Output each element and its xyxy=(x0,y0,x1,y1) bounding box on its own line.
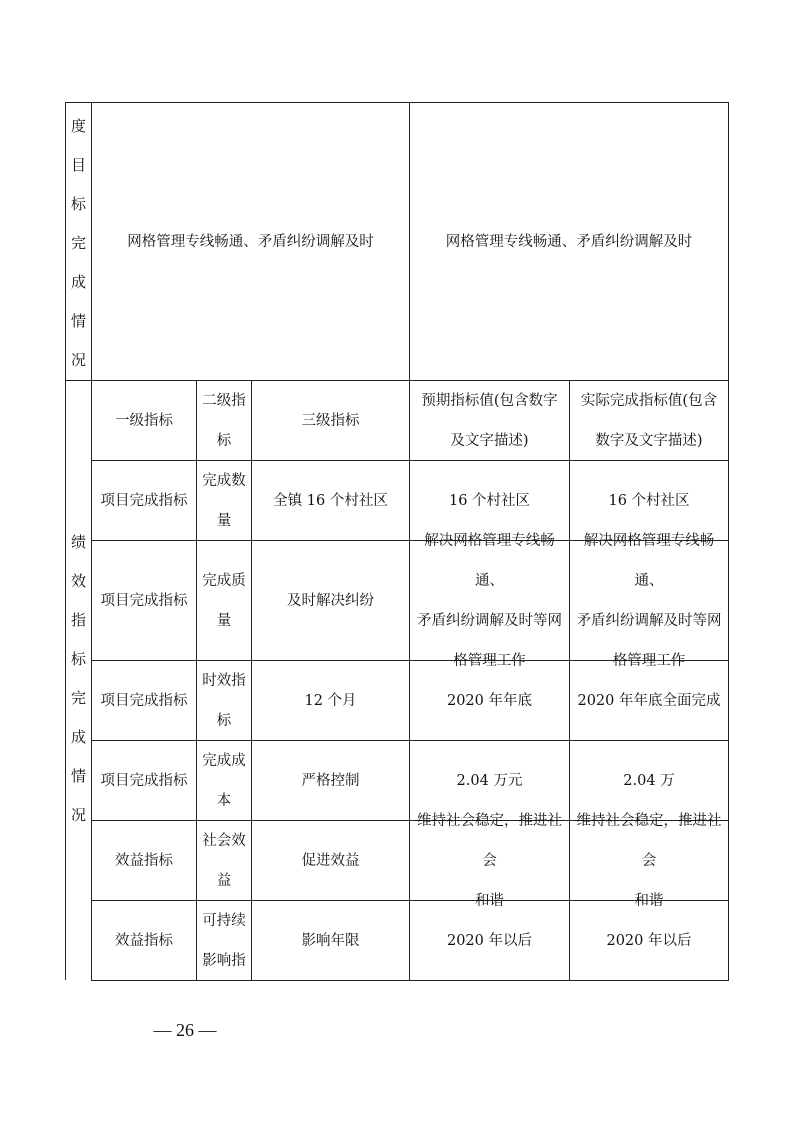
row-1-level2: 完成数 量 xyxy=(202,472,246,529)
row-1-level3: 全镇 16 个村社区 xyxy=(273,492,388,509)
table-rule xyxy=(728,102,729,980)
row-2-level3: 及时解决纠纷 xyxy=(287,592,374,609)
header-level3: 三级指标 xyxy=(301,412,360,429)
row-5-level1: 效益指标 xyxy=(115,852,173,869)
header-expected: 预期指标值(包含数字 及文字描述) xyxy=(421,392,558,449)
row-4-level3: 严格控制 xyxy=(301,772,360,789)
row-2-expected: 解决网格管理专线畅通、 矛盾纠纷调解及时等网 格管理工作 xyxy=(417,532,562,669)
row-6-expected: 2020 年以后 xyxy=(446,932,532,949)
row-3-actual: 2020 年年底全面完成 xyxy=(577,692,721,709)
year-goal-side-label: 度 目 标 完 成 情 况 xyxy=(70,117,86,369)
header-level2: 二级指 标 xyxy=(202,392,246,449)
row-5-expected: 维持社会稳定，推进社会 和谐 xyxy=(417,812,562,909)
row-6-actual: 2020 年以后 xyxy=(606,932,692,949)
row-6-level1: 效益指标 xyxy=(115,932,173,949)
row-4-actual: 2.04 万 xyxy=(623,772,675,789)
table-rule xyxy=(91,980,729,981)
page-number: — 26 — xyxy=(153,1020,217,1040)
row-1-expected: 16 个村社区 xyxy=(448,492,531,509)
header-actual: 实际完成指标值(包含 数字及文字描述) xyxy=(580,392,718,449)
row-3-level2: 时效指 标 xyxy=(202,672,246,729)
row-5-level3: 促进效益 xyxy=(301,852,360,869)
year-goal-actual: 网格管理专线畅通、矛盾纠纷调解及时 xyxy=(445,233,693,250)
row-1-level1: 项目完成指标 xyxy=(100,492,188,509)
row-6-level3: 影响年限 xyxy=(301,932,360,949)
row-1-actual: 16 个村社区 xyxy=(608,492,690,509)
row-3-level3: 12 个月 xyxy=(304,692,357,709)
row-3-level1: 项目完成指标 xyxy=(100,692,188,709)
row-6-level2: 可持续 影响指 xyxy=(202,912,246,969)
row-4-expected: 2.04 万元 xyxy=(456,772,523,789)
header-level1: 一级指标 xyxy=(115,412,173,429)
row-3-expected: 2020 年年底 xyxy=(446,692,532,709)
row-2-level1: 项目完成指标 xyxy=(100,592,188,609)
row-2-level2: 完成质 量 xyxy=(202,572,246,629)
performance-side-label: 绩 效 指 标 完 成 情 况 xyxy=(70,533,86,824)
row-2-actual: 解决网格管理专线畅通、 矛盾纠纷调解及时等网 格管理工作 xyxy=(576,532,722,669)
row-5-actual: 维持社会稳定，推进社会 和谐 xyxy=(576,812,722,909)
year-goal-expected: 网格管理专线畅通、矛盾纠纷调解及时 xyxy=(127,233,374,250)
row-5-level2: 社会效 益 xyxy=(202,832,246,889)
row-4-level2: 完成成 本 xyxy=(202,752,246,809)
row-4-level1: 项目完成指标 xyxy=(100,772,188,789)
